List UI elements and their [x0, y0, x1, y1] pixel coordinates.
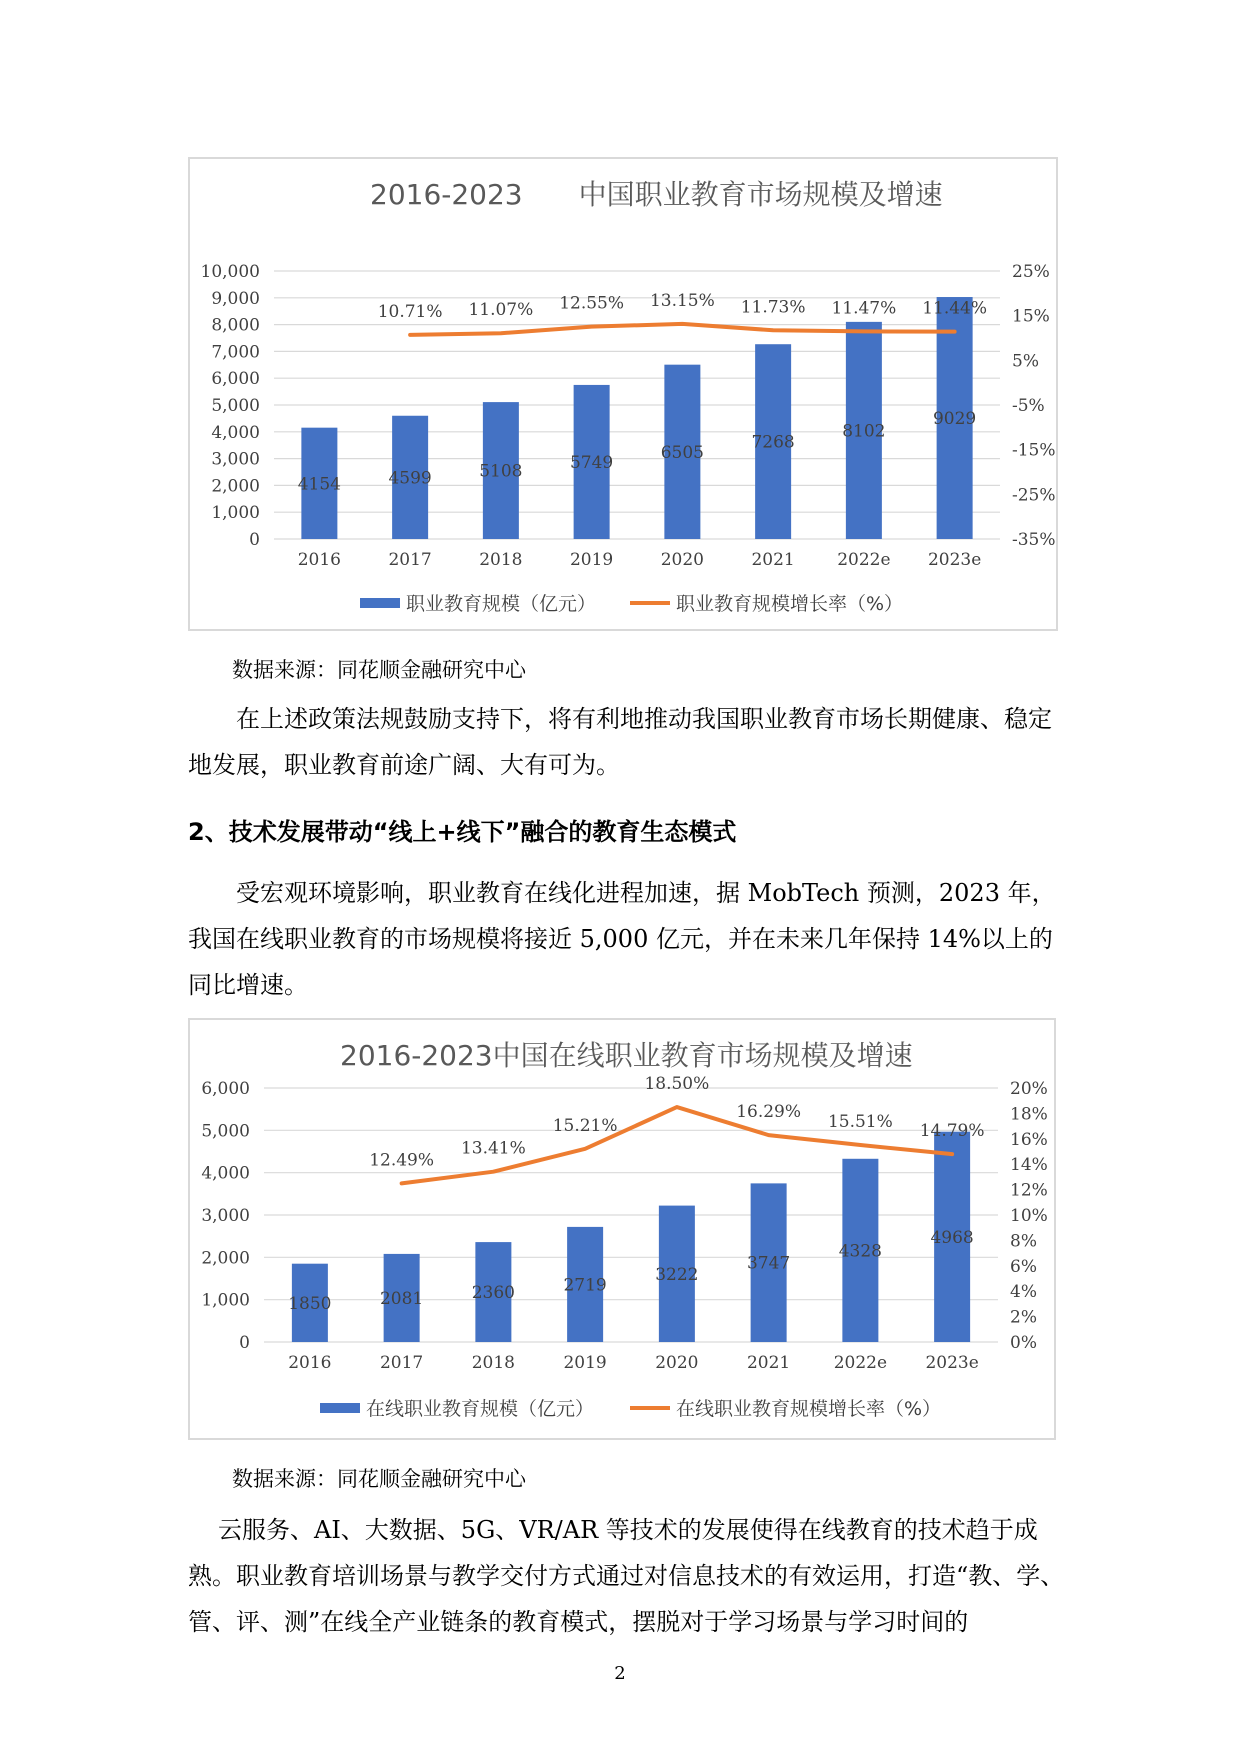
y2-tick-label: 14% — [1010, 1155, 1048, 1176]
line-value-label: 12.55% — [559, 293, 625, 314]
x-tick-label: 2023e — [927, 550, 982, 570]
bar-value-label: 5108 — [479, 461, 523, 482]
section-heading: 2、技术发展带动“线上+线下”融合的教育生态模式 — [188, 818, 737, 846]
y-tick-label: 2,000 — [211, 476, 260, 497]
y-tick-label: 4,000 — [211, 422, 260, 443]
bar-value-label: 8102 — [842, 421, 886, 442]
bar-value-label: 4154 — [297, 474, 342, 495]
line-value-label: 15.21% — [552, 1115, 618, 1136]
x-tick-label: 2016 — [297, 550, 342, 570]
line-value-label: 16.29% — [736, 1102, 802, 1123]
y-tick-label: 2,000 — [201, 1248, 250, 1269]
bar-value-label: 2360 — [471, 1283, 516, 1304]
y-tick-label: 5,000 — [211, 396, 260, 416]
line-value-label: 12.49% — [369, 1150, 435, 1171]
y-tick-label: 3,000 — [211, 449, 260, 470]
line-value-label: 13.15% — [649, 290, 715, 311]
x-tick-label: 2018 — [479, 550, 523, 570]
bar-value-label: 4328 — [838, 1241, 883, 1262]
line-value-label: 13.41% — [460, 1138, 526, 1159]
y2-tick-label: 2% — [1010, 1307, 1037, 1328]
y-tick-label: 3,000 — [201, 1206, 250, 1226]
y-tick-label: 10,000 — [200, 262, 260, 282]
paragraph-2 — [188, 870, 1068, 1008]
legend-label-bar: 在线职业教育规模（亿元） — [366, 1398, 595, 1420]
bar-value-label: 9029 — [932, 409, 977, 430]
line-value-label: 15.51% — [827, 1112, 893, 1133]
page-number: 2 — [614, 1663, 626, 1684]
bar-value-label: 5749 — [569, 452, 614, 473]
y-tick-label: 1,000 — [201, 1290, 250, 1311]
y2-tick-label: 0% — [1010, 1333, 1037, 1353]
line-value-label: 11.44% — [922, 298, 988, 319]
y2-tick-label: -35% — [1012, 530, 1056, 550]
y2-tick-label: 16% — [1010, 1129, 1048, 1150]
x-tick-label: 2020 — [655, 1353, 699, 1373]
line-value-label: 11.07% — [468, 300, 534, 321]
x-tick-label: 2022e — [837, 550, 891, 570]
bar-value-label: 6505 — [660, 442, 705, 463]
bar-value-label: 2719 — [563, 1275, 607, 1296]
chart2-svg — [190, 1020, 1054, 1438]
bar-value-label: 1850 — [288, 1293, 332, 1314]
bar-value-label: 4599 — [388, 468, 432, 489]
y2-tick-label: 10% — [1010, 1206, 1048, 1226]
source-note-1: 数据来源：同花顺金融研究中心 — [232, 658, 526, 682]
bar-value-label: 4968 — [930, 1227, 974, 1248]
line-value-label: 14.79% — [919, 1121, 985, 1142]
chart1-svg — [190, 159, 1056, 629]
y2-tick-label: 8% — [1010, 1231, 1037, 1252]
line-value-label: 10.71% — [377, 301, 443, 322]
y-tick-label: 5,000 — [201, 1121, 250, 1142]
x-tick-label: 2022e — [833, 1353, 888, 1373]
legend-swatch-bar — [320, 1403, 360, 1413]
y2-tick-label: 18% — [1010, 1104, 1048, 1125]
bar-value-label: 7268 — [751, 432, 795, 453]
y2-tick-label: 4% — [1010, 1282, 1037, 1303]
x-tick-label: 2018 — [471, 1353, 516, 1373]
line-value-label: 11.73% — [740, 297, 806, 318]
x-tick-label: 2017 — [388, 550, 432, 570]
y-tick-label: 6,000 — [211, 369, 260, 390]
bar-value-label: 3222 — [655, 1264, 699, 1285]
paragraph-3-text: 云服务、AI、大数据、5G、VR/AR 等技术的发展使得在线教育的技术趋于成熟。职业教育培训场景与教学交付方式通过对信息技术的有效运用，打造“教、学、管、评、测”在线全产业链条的教育模式，摆脱对于学习场景与学习时间的 — [188, 1516, 1065, 1636]
bar-value-label: 2081 — [379, 1288, 424, 1309]
paragraph-3 — [188, 1507, 1068, 1645]
y-tick-label: 1,000 — [211, 503, 260, 524]
y-tick-label: 8,000 — [211, 315, 260, 336]
line-value-label: 18.50% — [644, 1074, 710, 1095]
x-tick-label: 2020 — [660, 550, 705, 570]
x-tick-label: 2019 — [563, 1353, 607, 1373]
y-tick-label: 9,000 — [211, 288, 260, 309]
y-tick-label: 4,000 — [201, 1163, 250, 1184]
y-tick-label: 0 — [249, 530, 260, 550]
chart-title: 2016-2023中国在线职业教育市场规模及增速 — [340, 1039, 913, 1072]
y2-tick-label: -25% — [1012, 485, 1056, 506]
y2-tick-label: 6% — [1010, 1256, 1037, 1277]
x-tick-label: 2016 — [288, 1353, 332, 1373]
source-note-2: 数据来源：同花顺金融研究中心 — [232, 1467, 526, 1491]
x-tick-label: 2021 — [751, 550, 795, 570]
y-tick-label: 0 — [239, 1333, 250, 1353]
y2-tick-label: 25% — [1012, 262, 1050, 282]
y2-tick-label: 5% — [1012, 351, 1039, 372]
chart-title: 2016-2023 中国职业教育市场规模及增速 — [370, 178, 943, 211]
paragraph-1 — [188, 696, 1068, 788]
x-tick-label: 2021 — [746, 1353, 791, 1373]
paragraph-2-text: 受宏观环境影响，职业教育在线化进程加速，据 MobTech 预测，2023 年，我国在线职业教育的市场规模将接近 5,000 亿元，并在未来几年保持 14%以上的同比增速。 — [188, 879, 1056, 999]
y-tick-label: 6,000 — [201, 1079, 250, 1099]
legend-label-line: 职业教育规模增长率（%） — [676, 593, 904, 615]
chart-vocational-education — [188, 157, 1058, 631]
legend-label-bar: 职业教育规模（亿元） — [406, 593, 597, 615]
y2-tick-label: -5% — [1012, 396, 1045, 416]
y2-tick-label: 12% — [1010, 1180, 1048, 1201]
chart-online-vocational-education — [188, 1018, 1056, 1440]
y2-tick-label: 15% — [1012, 306, 1050, 327]
paragraph-1-text: 在上述政策法规鼓励支持下，将有利地推动我国职业教育市场长期健康、稳定地发展，职业教育前途广阔、大有可为。 — [188, 705, 1052, 779]
legend-label-line: 在线职业教育规模增长率（%） — [676, 1398, 942, 1420]
line-value-label: 11.47% — [831, 298, 897, 319]
x-tick-label: 2023e — [925, 1353, 979, 1373]
legend-swatch-bar — [360, 598, 400, 608]
y2-tick-label: 20% — [1010, 1079, 1048, 1099]
x-tick-label: 2019 — [569, 550, 614, 570]
x-tick-label: 2017 — [379, 1353, 424, 1373]
y-tick-label: 7,000 — [211, 342, 260, 363]
bar-value-label: 3747 — [746, 1253, 791, 1274]
y2-tick-label: -15% — [1012, 440, 1056, 461]
